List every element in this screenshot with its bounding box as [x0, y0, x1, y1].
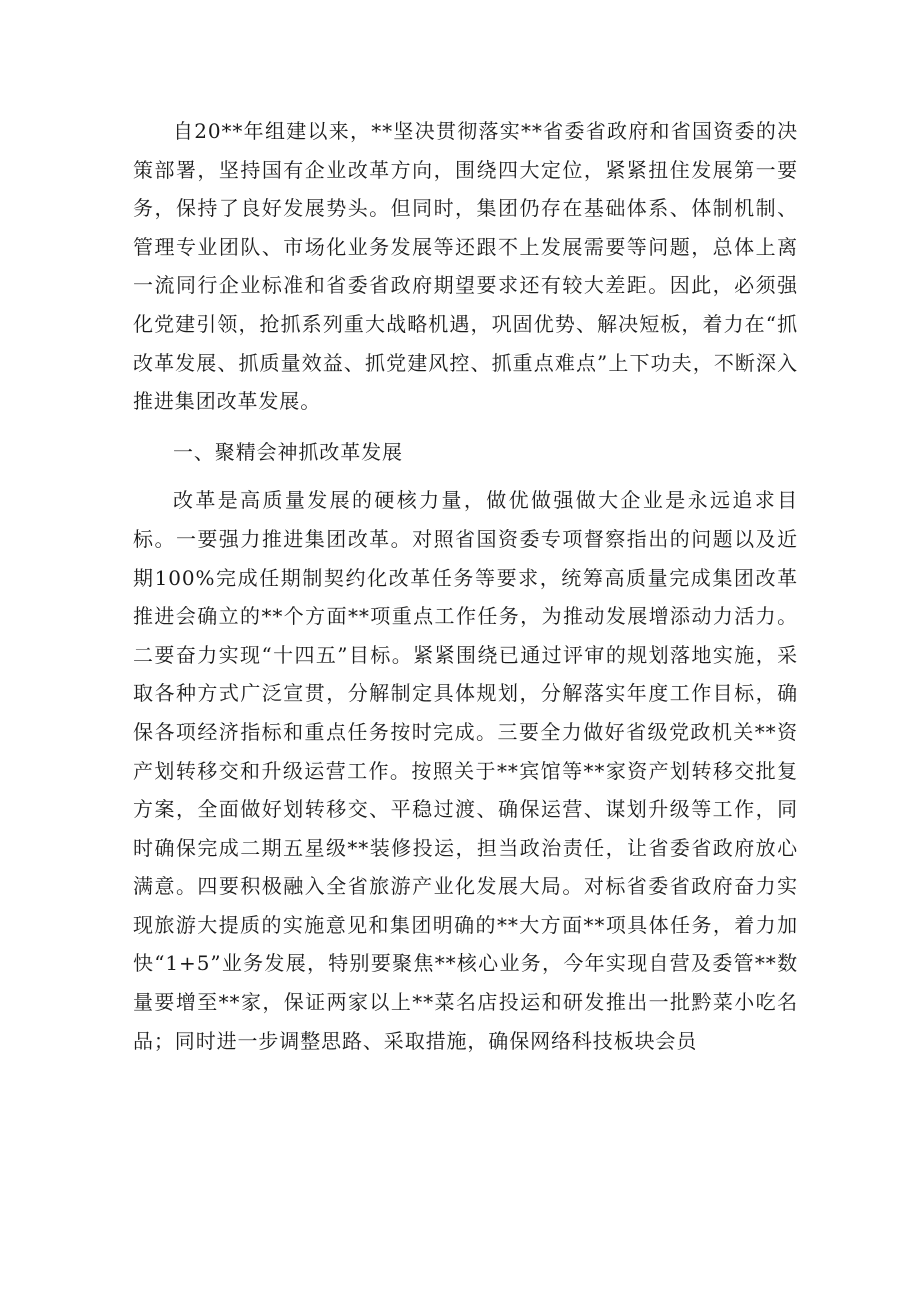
intro-paragraph: 自20**年组建以来，**坚决贯彻落实**省委省政府和省国资委的决策部署，坚持国有企业改革方向，围绕四大定位，紧紧扭住发展第一要务，保持了良好发展势头。但同时，集团仍存在基础体系、体制机制、管理专业团队、市场化业务发展等还跟不上发展需要等问题，总体上离一流同行企业标准和省委省政府期望要求还有较大差距。因此，必须强化党建引领，抢抓系列重大战略机遇，巩固优势、解决短板，着力在“抓改革发展、抓质量效益、抓党建风控、抓重点难点”上下功夫，不断深入推进集团改革发展。: [133, 119, 798, 414]
body-paragraph: 改革是高质量发展的硬核力量，做优做强做大企业是永远追求目标。一要强力推进集团改革。对照省国资委专项督察指出的问题以及近期100%完成任期制契约化改革任务等要求，统筹高质量完成集团改革推进会确立的**个方面**项重点工作任务，为推动发展增添动力活力。二要奋力实现“十四五”目标。紧紧围绕已通过评审的规划落地实施，采取各种方式广泛宣贯，分解制定具体规划，分解落实年度工作目标，确保各项经济指标和重点任务按时完成。三要全力做好省级党政机关**资产划转移交和升级运营工作。按照关于**宾馆等**家资产划转移交批复方案，全面做好划转移交、平稳过渡、确保运营、谋划升级等工作，同时确保完成二期五星级**装修投运，担当政治责任，让省委省政府放心满意。四要积极融入全省旅游产业化发展大局。对标省委省政府奋力实现旅游大提质的实施意见和集团明确的**大方面**项具体任务，着力加快“1+5”业务发展，特别要聚焦**核心业务，今年实现自营及委管**数量要增至**家，保证两家以上**菜名店投运和研发推出一批黔菜小吃名品；同时进一步调整思路、采取措施，确保网络科技板块会员: [133, 488, 798, 1053]
document-body: [133, 112, 798, 1060]
section-heading: 一、聚精会神抓改革发展: [173, 439, 403, 464]
